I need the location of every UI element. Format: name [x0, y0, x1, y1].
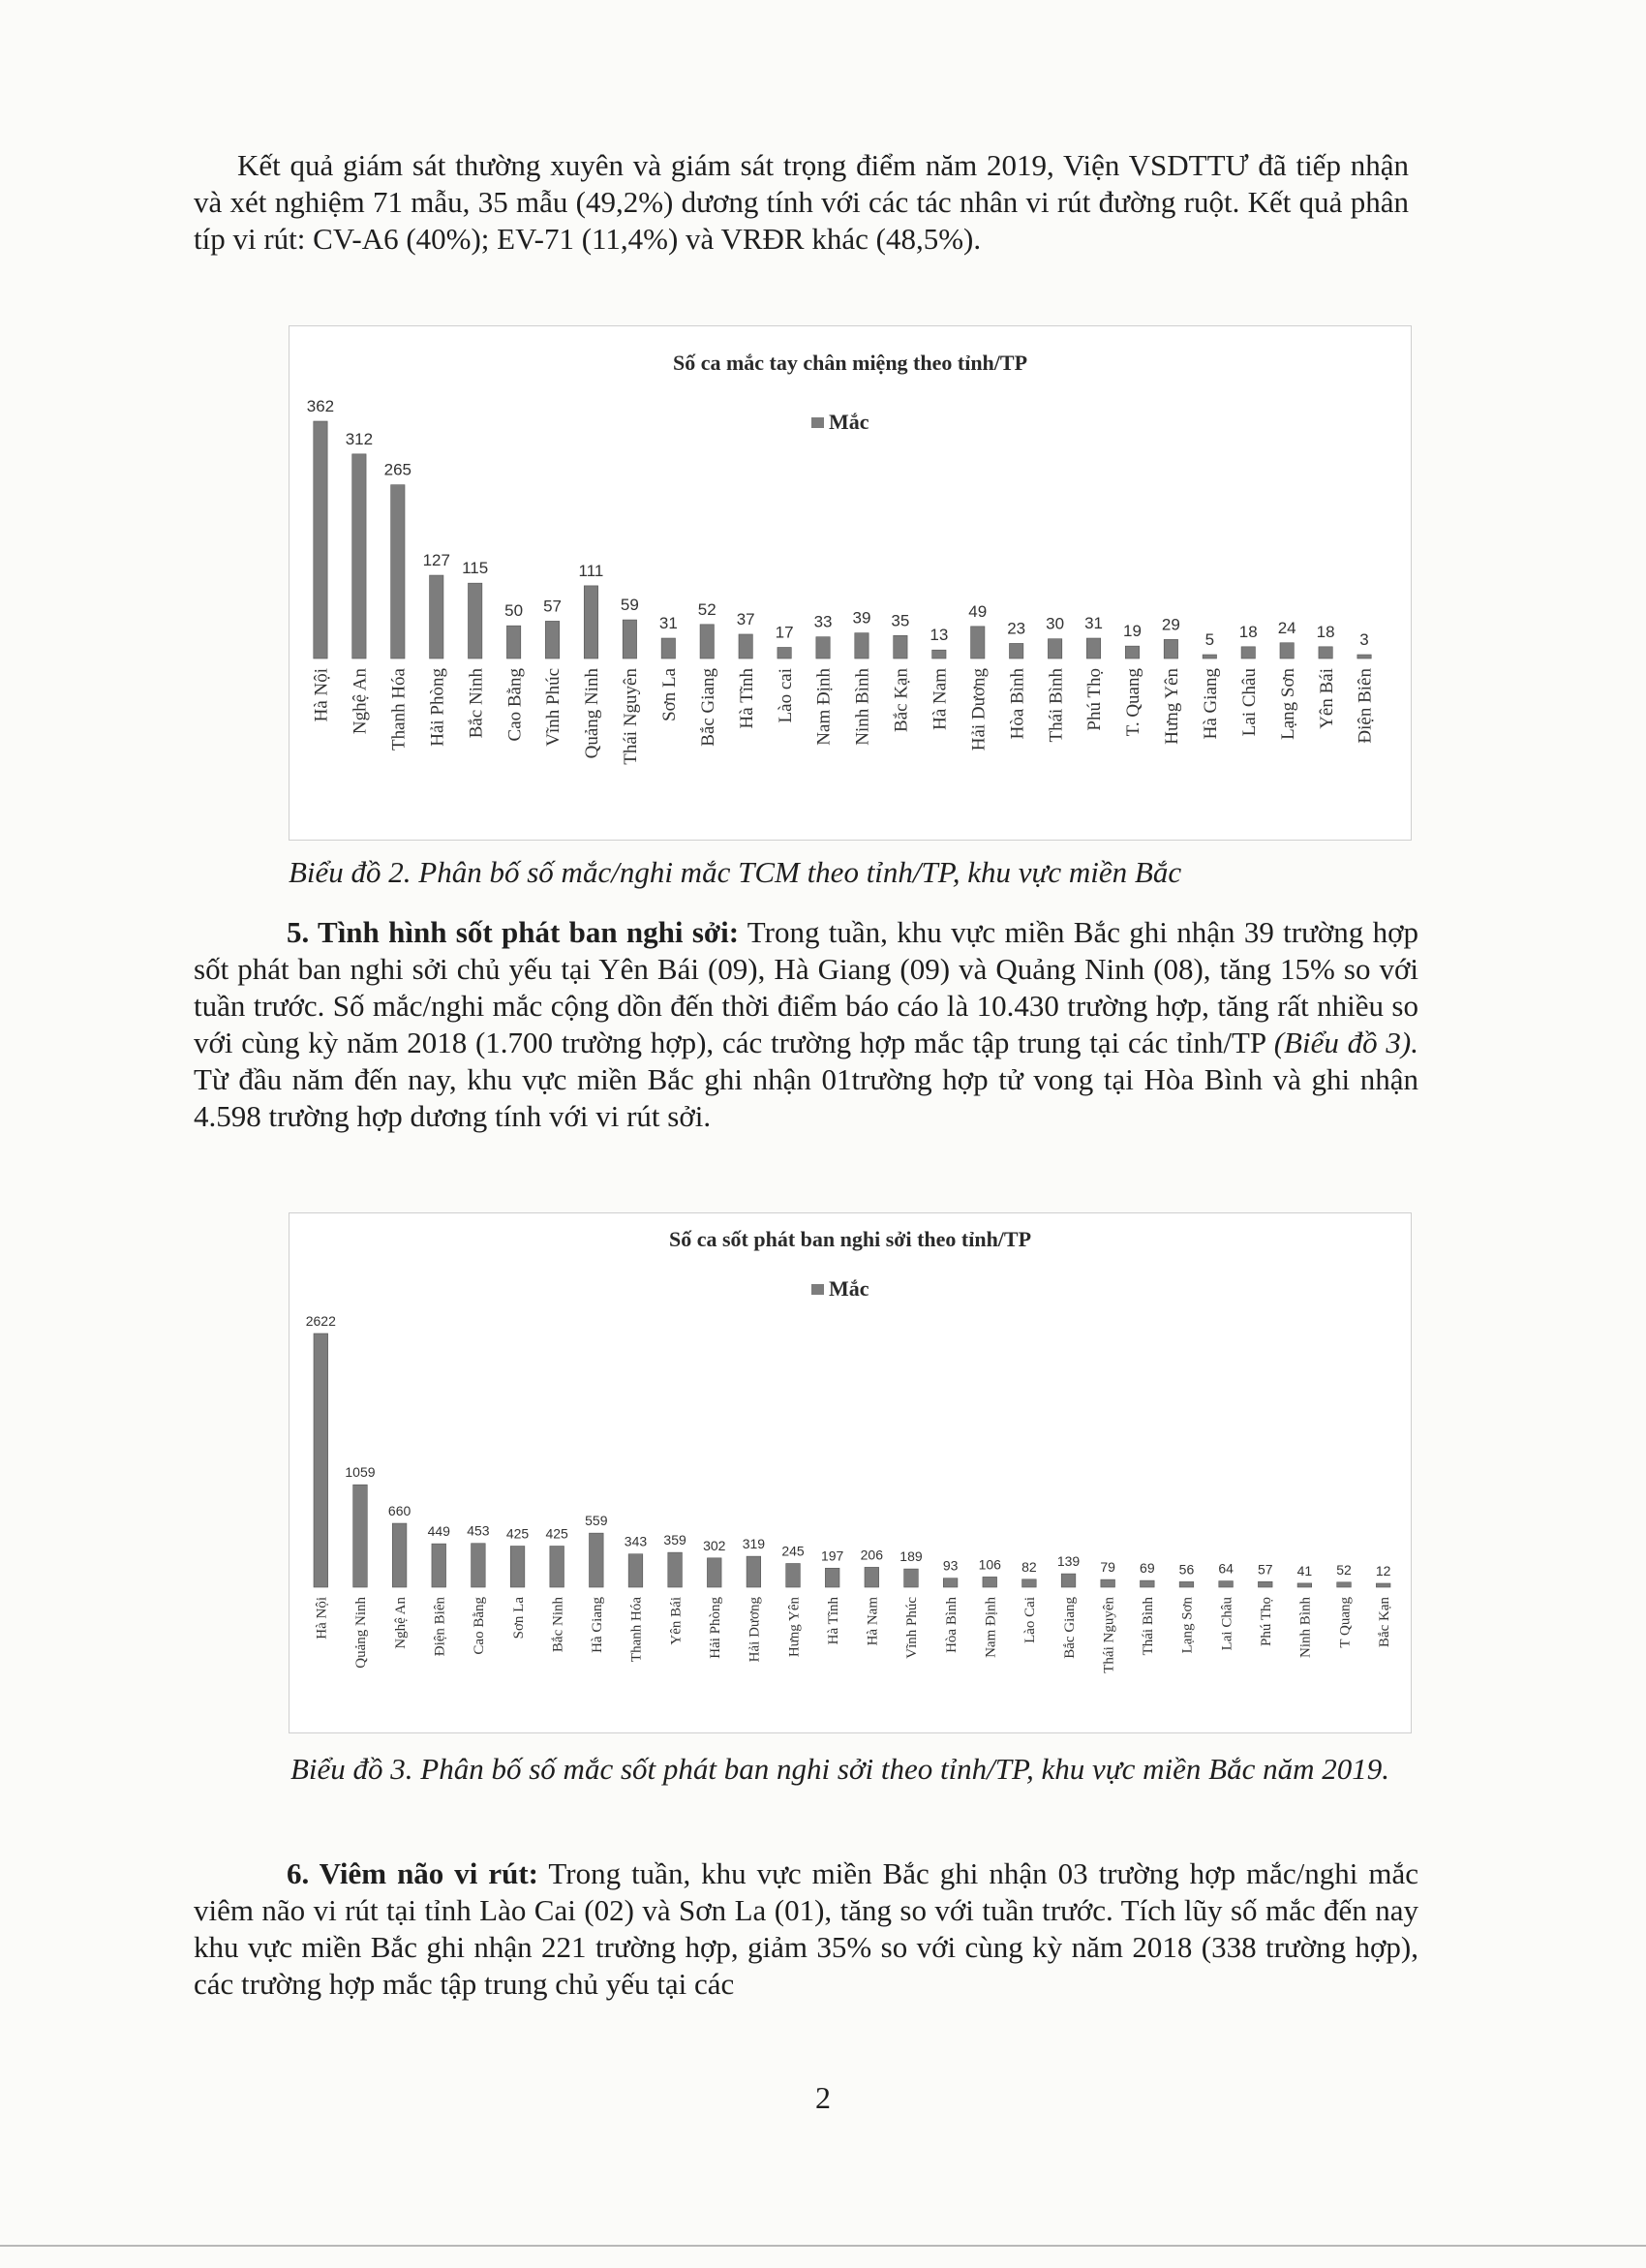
category-label: Hà Nội [314, 1597, 330, 1640]
chart-title: Số ca sốt phát ban nghi sởi theo tỉnh/TP [668, 1227, 1032, 1251]
value-label: 12 [1375, 1563, 1391, 1578]
bar-Hải Phòng [707, 1558, 721, 1587]
section-5-chart-ref: (Biểu đồ 3). [1273, 1026, 1418, 1059]
category-label: Thanh Hóa [628, 1597, 645, 1663]
value-label: 57 [543, 597, 562, 616]
paragraph-measles-section [194, 914, 1418, 1135]
value-label: 17 [775, 623, 794, 642]
category-label: Hà Giang [1200, 668, 1221, 740]
category-label: Lào Cai [1022, 1597, 1039, 1643]
bar-Hòa Bình [943, 1578, 958, 1587]
legend-swatch [811, 1284, 824, 1295]
value-label: 24 [1277, 618, 1296, 637]
value-label: 1059 [345, 1464, 376, 1481]
category-label: Hưng Yên [786, 1597, 803, 1658]
category-label: Thái Nguyên [1101, 1597, 1117, 1673]
category-label: Hà Tĩnh [736, 668, 757, 729]
value-label: 79 [1100, 1559, 1115, 1576]
value-label: 31 [658, 614, 678, 633]
category-label: Hòa Bình [1007, 668, 1028, 740]
value-label: 312 [345, 429, 374, 448]
bar-Lào Cai [1022, 1579, 1037, 1587]
bar-Hà Giang [590, 1533, 604, 1587]
category-label: Bắc Giang [1061, 1597, 1078, 1659]
bar-Lạng Sơn [1179, 1581, 1194, 1587]
chart-measles [289, 1212, 1412, 1733]
chart2-caption: Biểu đồ 2. Phân bố số mắc/nghi mắc TCM theo tỉnh/TP, khu vực miền Bắc [289, 855, 1182, 889]
value-label: 343 [624, 1533, 648, 1549]
category-label: Hải Phòng [427, 668, 448, 747]
value-label: 660 [387, 1503, 412, 1519]
bar-Thanh Hóa [628, 1554, 643, 1587]
value-label: 31 [1084, 614, 1103, 633]
value-label: 559 [585, 1513, 608, 1529]
bar-Hưng Yên [786, 1564, 801, 1587]
value-label: 56 [1178, 1561, 1195, 1578]
category-label: Nghệ An [392, 1597, 409, 1649]
bar-Hải Dương [747, 1556, 761, 1587]
value-label: 57 [1257, 1561, 1273, 1578]
bar-Nam Định [983, 1577, 997, 1587]
bar-Điện Biên [1357, 655, 1371, 659]
bar-Sơn La [510, 1547, 525, 1587]
value-label: 29 [1161, 615, 1180, 634]
category-label: Thái Bình [1141, 1597, 1157, 1656]
bar-Hải Dương [971, 627, 985, 659]
value-label: 52 [697, 599, 716, 619]
value-label: 197 [820, 1548, 844, 1564]
value-label: 35 [891, 611, 910, 630]
value-label: 39 [852, 608, 871, 628]
legend-swatch [811, 417, 824, 428]
bar-Thái Bình [1048, 639, 1061, 659]
bar-Hà Nội [314, 421, 327, 659]
bar-Quảng Ninh [353, 1485, 368, 1587]
value-label: 139 [1056, 1553, 1081, 1570]
bar-Hưng Yên [1164, 639, 1177, 659]
bar-Vĩnh Phúc [904, 1569, 919, 1587]
bar-Hà Nam [932, 650, 946, 659]
value-label: 50 [504, 601, 524, 621]
value-label: 111 [578, 561, 604, 580]
bar-Cao Bằng [506, 626, 520, 659]
value-label: 18 [1316, 622, 1335, 641]
legend-label: Mắc [829, 1276, 869, 1301]
category-label: Quảng Ninh [353, 1597, 370, 1669]
bar-Lai Châu [1241, 647, 1255, 659]
category-label: Bắc Ninh [550, 1597, 566, 1653]
value-label: 19 [1123, 622, 1142, 641]
value-label: 319 [742, 1536, 766, 1552]
bar-Hà Tĩnh [739, 634, 752, 659]
bar-Hà Nam [865, 1567, 879, 1587]
value-label: 206 [860, 1547, 884, 1563]
value-label: 449 [427, 1523, 450, 1540]
bar-Thái Nguyên [623, 620, 636, 659]
bar-Lạng Sơn [1280, 643, 1294, 659]
category-label: Thái Nguyên [621, 668, 642, 765]
category-label: Yên Bái [1316, 668, 1337, 729]
page-bottom-rule [0, 2245, 1646, 2247]
value-label: 189 [899, 1548, 923, 1565]
section-5-heading: 5. Tình hình sốt phát ban nghi sởi: [287, 915, 740, 949]
category-label: Sơn La [510, 1597, 527, 1640]
value-label: 13 [930, 626, 949, 645]
bar-T. Quang [1125, 646, 1139, 659]
category-label: Lạng Sơn [1277, 668, 1298, 740]
page-number: 2 [815, 2080, 831, 2115]
value-label: 18 [1238, 622, 1258, 641]
category-label: Sơn La [658, 668, 680, 721]
section-5-text-b: Từ đầu năm đến nay, khu vực miền Bắc ghi nhận 01trường hợp tử vong tại Hòa Bình và ghi nhận 4.598 trường hợp dương tính với vi rút sởi. [194, 1062, 1418, 1133]
category-label: Quảng Ninh [582, 668, 603, 759]
section-6-text: Trong tuần, khu vực miền Bắc ghi nhận 03 trường hợp mắc/nghi mắc viêm não vi rút tại tỉnh Lào Cai (02) và Sơn La (01), tăng so với tuần trước. Tích lũy số mắc đến nay khu vực miền Bắc ghi nhận 221 trường hợp, giảm 35% so với cùng kỳ năm 2018 (338 trường hợp), các trường hợp mắc tập trung chủ yếu tại các [194, 1856, 1419, 2001]
category-label: Cao Bằng [504, 668, 526, 742]
value-label: 127 [422, 551, 450, 570]
bar-Ninh Bình [855, 633, 869, 659]
bar-Bắc Ninh [468, 583, 481, 659]
bar-Hòa Bình [1009, 643, 1022, 659]
category-label: Yên Bái [668, 1597, 685, 1645]
value-label: 30 [1046, 614, 1065, 633]
category-label: Cao Bằng [472, 1597, 488, 1655]
value-label: 69 [1140, 1560, 1155, 1577]
bar-Thái Nguyên [1101, 1579, 1115, 1587]
bar-Vĩnh Phúc [545, 621, 559, 659]
section-6-heading: 6. Viêm não vi rút: [287, 1856, 539, 1890]
value-label: 82 [1021, 1558, 1037, 1575]
category-label: Hải Dương [747, 1597, 763, 1663]
bar-Thái Bình [1141, 1580, 1155, 1587]
value-label: 425 [545, 1525, 568, 1542]
bar-Yên Bái [1319, 647, 1332, 659]
bar-Bắc Kạn [894, 635, 907, 659]
value-label: 49 [968, 601, 988, 621]
category-label: Phú Thọ [1084, 668, 1106, 731]
bar-Lai Châu [1219, 1581, 1234, 1587]
value-label: 37 [736, 609, 755, 628]
value-label: 2622 [305, 1313, 336, 1329]
category-label: Nam Định [983, 1597, 999, 1658]
category-label: Thanh Hóa [388, 668, 410, 751]
value-label: 265 [383, 460, 412, 479]
value-label: 302 [703, 1537, 726, 1553]
category-label: Ninh Bình [1297, 1597, 1314, 1658]
category-label: Vĩnh Phúc [543, 668, 564, 747]
value-label: 41 [1296, 1562, 1313, 1578]
bar-Nghệ An [352, 454, 366, 659]
bar-Thanh Hóa [391, 485, 405, 659]
category-label: Điện Biên [432, 1597, 448, 1657]
category-label: Bắc Ninh [466, 668, 487, 739]
bar-T Quang [1337, 1582, 1352, 1587]
category-label: T Quang [1337, 1597, 1354, 1648]
category-label: Lai Châu [1238, 668, 1260, 737]
bar-Nam Định [816, 637, 830, 659]
bar-Yên Bái [668, 1552, 683, 1587]
category-label: Hưng Yên [1162, 668, 1183, 745]
category-label: Nam Định [813, 668, 835, 746]
category-label: Hải Phòng [708, 1597, 723, 1659]
value-label: 5 [1204, 630, 1215, 649]
legend-label: Mắc [829, 410, 869, 434]
bar-Nghệ An [392, 1523, 407, 1587]
category-label: Hà Giang [590, 1597, 606, 1653]
value-label: 359 [663, 1532, 686, 1548]
category-label: Lai Châu [1219, 1597, 1235, 1651]
bar-Hà Tĩnh [825, 1568, 839, 1587]
value-label: 362 [306, 397, 335, 415]
value-label: 52 [1336, 1561, 1352, 1578]
bar-Hà Giang [1203, 655, 1216, 659]
paragraph-monitoring-results: Kết quả giám sát thường xuyên và giám sát trọng điểm năm 2019, Viện VSDTTƯ đã tiếp nhận và xét nghiệm 71 mẫu, 35 mẫu (49,2%) dương tính với các tác nhân vi rút đường ruột. Kết quả phân típ vi rút: CV-A6 (40%); EV-71 (11,4%) và VRĐR khác (48,5%). [194, 148, 1409, 256]
bar-Bắc Giang [1061, 1574, 1076, 1587]
category-label: Nghệ An [350, 668, 371, 735]
bar-Phú Thọ [1086, 638, 1100, 659]
value-label: 3 [1359, 630, 1369, 649]
bar-Bắc Giang [700, 625, 714, 659]
category-label: Lào cai [775, 668, 796, 723]
category-label: Phú Thọ [1259, 1597, 1274, 1646]
bar-Quảng Ninh [584, 586, 597, 659]
category-label: Hải Dương [968, 668, 990, 751]
bar-Phú Thọ [1258, 1581, 1272, 1587]
bar-Ninh Bình [1297, 1583, 1312, 1587]
chart-measles-svg [290, 1213, 1411, 1732]
bar-Bắc Kạn [1376, 1583, 1390, 1587]
category-label: Ninh Bình [852, 668, 873, 746]
bar-Sơn La [661, 638, 675, 659]
category-label: Hòa Bình [943, 1597, 960, 1653]
bar-Điện Biên [432, 1544, 446, 1587]
value-label: 453 [467, 1522, 490, 1539]
paragraph-viral-encephalitis [194, 1855, 1418, 2003]
category-label: Hà Nam [930, 668, 951, 730]
bar-Bắc Ninh [550, 1547, 564, 1587]
value-label: 59 [620, 596, 639, 615]
category-label: T. Quang [1123, 668, 1144, 737]
category-label: Bắc Giang [697, 668, 718, 747]
chart-hand-foot-mouth [289, 325, 1412, 841]
value-label: 115 [462, 559, 489, 578]
value-label: 64 [1218, 1560, 1234, 1577]
value-label: 33 [813, 612, 833, 631]
value-label: 106 [978, 1556, 1001, 1573]
bar-Hải Phòng [430, 575, 443, 659]
bar-Cao Bằng [472, 1544, 486, 1587]
section-5-text-a: Trong tuần, khu vực miền Bắc ghi nhận 39 trường hợp sốt phát ban nghi sởi chủ yếu tại Yên Bái (09), Hà Giang (09) và Quảng Ninh (08), tăng 15% so với tuần trước. Số mắc/nghi mắc cộng dồn đến thời điểm báo cáo là 10.430 trường hợp, tăng rất nhiều so với cùng kỳ năm 2018 (1.700 trường hợp), các trường hợp mắc tập trung tại các tỉnh/TP [194, 915, 1418, 1059]
category-label: Bắc Kạn [891, 668, 912, 732]
value-label: 425 [505, 1525, 530, 1542]
chart-title: Số ca mắc tay chân miệng theo tỉnh/TP [672, 351, 1028, 375]
category-label: Bắc Kạn [1376, 1597, 1392, 1648]
category-label: Lạng Sơn [1179, 1597, 1196, 1654]
category-label: Hà Nội [311, 668, 332, 722]
value-label: 245 [781, 1543, 805, 1559]
chart3-caption: Biểu đồ 3. Phân bố số mắc sốt phát ban nghi sởi theo tỉnh/TP, khu vực miền Bắc năm 2019. [290, 1752, 1389, 1786]
category-label: Hà Nam [865, 1597, 881, 1646]
category-label: Hà Tĩnh [825, 1597, 841, 1645]
bar-Hà Nội [314, 1333, 328, 1587]
chart-hand-foot-mouth-svg [290, 326, 1411, 840]
bar-Lào cai [777, 647, 791, 659]
value-label: 93 [942, 1557, 959, 1574]
value-label: 23 [1007, 619, 1026, 638]
category-label: Thái Bình [1046, 668, 1067, 743]
category-label: Vĩnh Phúc [904, 1597, 921, 1659]
category-label: Điện Biên [1355, 668, 1376, 744]
